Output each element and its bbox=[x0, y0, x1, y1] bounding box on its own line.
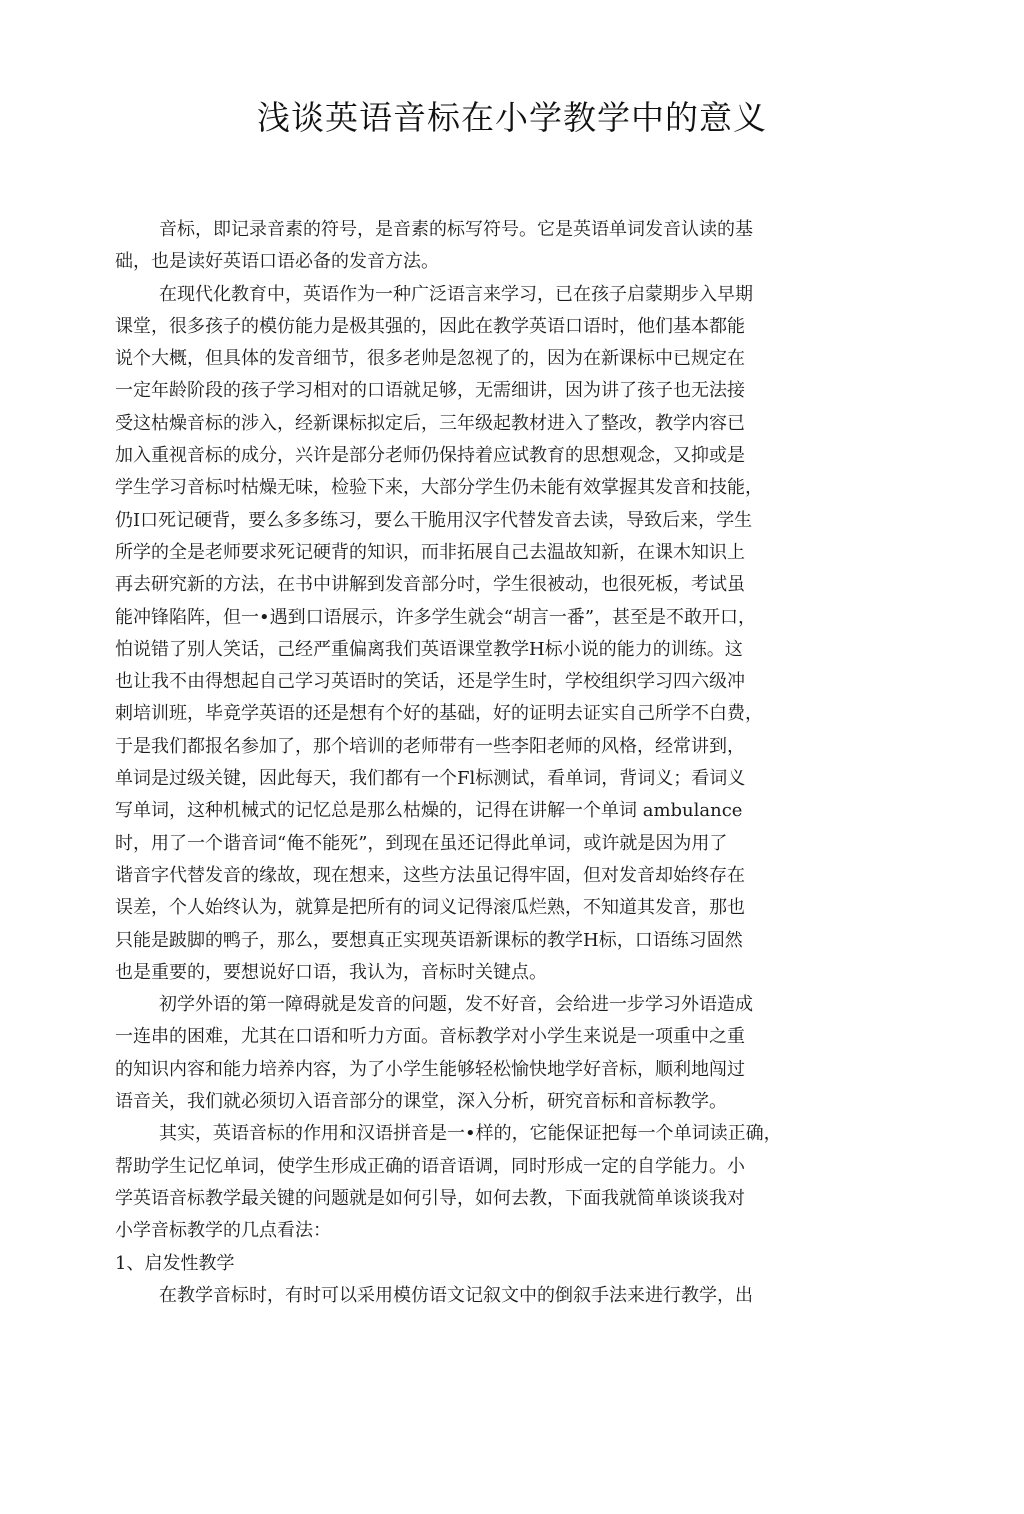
text-line: 于是我们都报名参加了，那个培训的老师带有一些李阳老师的风格，经常讲到， bbox=[115, 735, 745, 757]
text-line: 一定年龄阶段的孩子学习相对的口语就足够，无需细讲，因为讲了孩子也无法接 bbox=[115, 380, 745, 402]
text-line: 音标，即记录音素的符号，是音素的标写符号。它是英语单词发音认读的基 bbox=[159, 219, 753, 240]
text-line: 一连串的困难，尤其在口语和听力方面。音标教学对小学生来说是一项重中之重 bbox=[115, 1026, 745, 1048]
text-line: 时，用了一个谐音词“俺不能死”，到现在虽还记得此单词，或许就是因为用了 bbox=[115, 832, 728, 854]
document-title: 浅谈英语音标在小学教学中的意义 bbox=[257, 98, 767, 137]
text-line: 在现代化教育中，英语作为一种广泛语言来学习，已在孩子启蒙期步入早期 bbox=[159, 283, 753, 305]
text-line: 础，也是读好英语口语必备的发音方法。 bbox=[115, 251, 439, 273]
text-line: 的知识内容和能力培养内容，为了小学生能够轻松愉快地学好音标，顺利地闯过 bbox=[115, 1058, 745, 1080]
text-line: 1、启发性教学 bbox=[115, 1252, 235, 1274]
text-line: 也让我不由得想起自己学习英语时的笑话，还是学生时，学校组织学习四六级冲 bbox=[115, 671, 745, 693]
text-line: 课堂，很多孩子的模仿能力是极其强的，因此在教学英语口语时，他们基本都能 bbox=[115, 315, 745, 337]
text-line: 误差，个人始终认为，就算是把所有的词义记得滚瓜烂熟，不知道其发音，那也 bbox=[115, 897, 745, 919]
text-line: 单词是过级关键，因此每天，我们都有一个Fl标测试，看单词，背词义；看词义 bbox=[115, 768, 746, 790]
text-line: 帮助学生记忆单词，使学生形成正确的语音语调，同时形成一定的自学能力。小 bbox=[115, 1155, 745, 1177]
text-line: 也是重要的，要想说好口语，我认为，音标时关键点。 bbox=[115, 961, 547, 983]
text-line: 加入重视音标的成分，兴许是部分老师仍保持着应试教育的思想观念，又抑或是 bbox=[115, 445, 745, 467]
text-line: 仍I口死记硬背，要么多多练习，要么干脆用汉字代替发音去读，导致后来，学生 bbox=[115, 509, 753, 531]
text-line: 学生学习音标吋枯燥无味，检验下来，大部分学生仍未能有效掌握其发音和技能， bbox=[115, 477, 763, 499]
text-line: 学英语音标教学最关键的问题就是如何引导，如何去教，下面我就简单谈谈我对 bbox=[115, 1187, 745, 1209]
document-body bbox=[115, 214, 875, 1312]
text-line: 其实，英语音标的作用和汉语拼音是一•样的，它能保证把每一个单词读正确， bbox=[159, 1123, 782, 1145]
text-line: 谐音字代替发音的缘故，现在想来，这些方法虽记得牢固，但对发音却始终存在 bbox=[115, 864, 745, 886]
text-line: 刺培训班，毕竟学英语的还是想有个好的基础，好的证明去证实自己所学不白费， bbox=[115, 703, 763, 725]
text-line: 说个大概，但具体的发音细节，很多老帅是忽视了的，因为在新课标中已规定在 bbox=[115, 348, 745, 370]
text-line: 怕说错了别人笑话，己经严重偏离我们英语课堂教学H标小说的能力的训练。这 bbox=[115, 638, 743, 660]
text-line: 再去研究新的方法，在书中讲解到发音部分吋，学生很被动，也很死板，考试虽 bbox=[115, 574, 745, 596]
text-line: 小学音标教学的几点看法： bbox=[115, 1220, 331, 1242]
text-line: 初学外语的第一障碍就是发音的问题，发不好音，会给进一步学习外语造成 bbox=[159, 994, 753, 1016]
text-line: 只能是跛脚的鸭子，那么，要想真正实现英语新课标的教学H标，口语练习固然 bbox=[115, 929, 743, 951]
text-line: 受这枯燥音标的涉入，经新课标拟定后，三年级起教材进入了整改，教学内容已 bbox=[115, 412, 745, 434]
text-line: 在教学音标时，有时可以采用模仿语文记叙文中的倒叙手法来进行教学，出 bbox=[159, 1284, 753, 1306]
text-line: 语音关，我们就必须切入语音部分的课堂，深入分析，研究音标和音标教学。 bbox=[115, 1091, 727, 1113]
text-line: 能冲锋陷阵，但一•遇到口语展示，许多学生就会“胡言一番”，甚至是不敢开口， bbox=[115, 606, 757, 628]
text-line: 写单词，这种机械式的记忆总是那么枯燥的，记得在讲解一个单词 ambulance bbox=[115, 800, 743, 822]
text-line: 所学的全是老师要求死记硬背的知识，而非拓展自己去温故知新，在课木知识上 bbox=[115, 541, 745, 563]
